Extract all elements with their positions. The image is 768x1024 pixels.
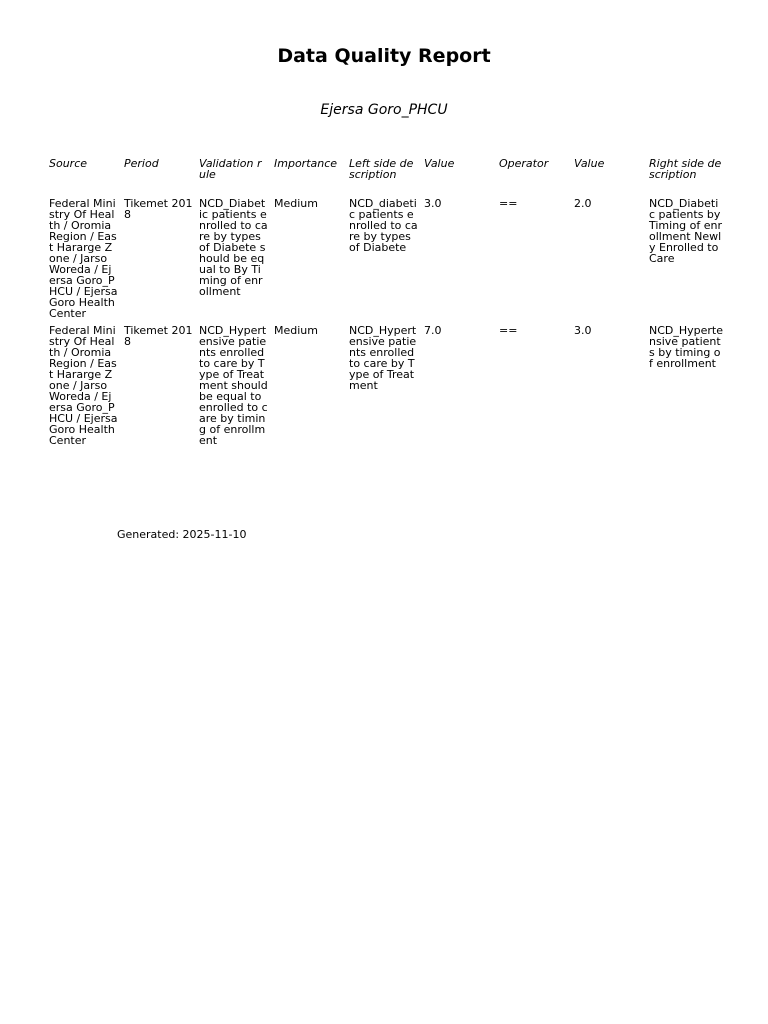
header-operator: Operator [499,157,549,170]
table-row [46,198,726,325]
header-importance: Importance [274,157,338,170]
cell-left-value: 7.0 [424,324,442,337]
cell-validation-rule: NCD_Diabetic patients enrolled to care by types of Diabete should be equal to By Timing of enrollment [199,197,268,298]
report-title: Data Quality Report [277,45,491,67]
validation-results-table [46,158,726,452]
cell-validation-rule: NCD_Hypertensive patients enrolled to care by Type of Treatment should be equal to enrolled to care by timing of enrollment [199,324,268,447]
cell-right-value: 2.0 [574,197,592,210]
header-source: Source [49,157,88,170]
header-left-value: Value [424,157,455,170]
cell-operator: == [499,324,518,337]
generated-date: Generated: 2025-11-10 [117,528,247,541]
cell-left-side-description: NCD_diabetic patients enrolled to care by types of Diabete [349,197,418,254]
header-period: Period [124,157,159,170]
table-row [46,325,726,452]
cell-importance: Medium [274,324,318,337]
header-right-side-description: Right side description [649,157,722,181]
header-right-value: Value [574,157,605,170]
cell-source: Federal Ministry Of Health / Oromia Region / East Hararge Zone / Jarso Woreda / Ejersa Goro_PHCU / Ejersa Goro Health Center [49,324,118,447]
cell-right-value: 3.0 [574,324,592,337]
cell-operator: == [499,197,518,210]
cell-importance: Medium [274,197,318,210]
cell-left-side-description: NCD_Hypertensive patients enrolled to care by Type of Treatment [349,324,417,392]
header-left-side-description: Left side description [349,157,414,181]
cell-period: Tikemet 2018 [124,197,193,221]
table-header-row [46,158,726,198]
report-subtitle: Ejersa Goro_PHCU [320,102,448,118]
cell-right-side-description: NCD_Hypertensive patients by timing of enrollment [649,324,724,370]
cell-left-value: 3.0 [424,197,442,210]
cell-period: Tikemet 2018 [124,324,193,348]
header-validation-rule: Validation rule [199,157,262,181]
cell-source: Federal Ministry Of Health / Oromia Region / East Hararge Zone / Jarso Woreda / Ejersa Goro_PHCU / Ejersa Goro Health Center [49,197,118,320]
cell-right-side-description: NCD_Diabetic patients by Timing of enrollment Newly Enrolled to Care [649,197,723,265]
